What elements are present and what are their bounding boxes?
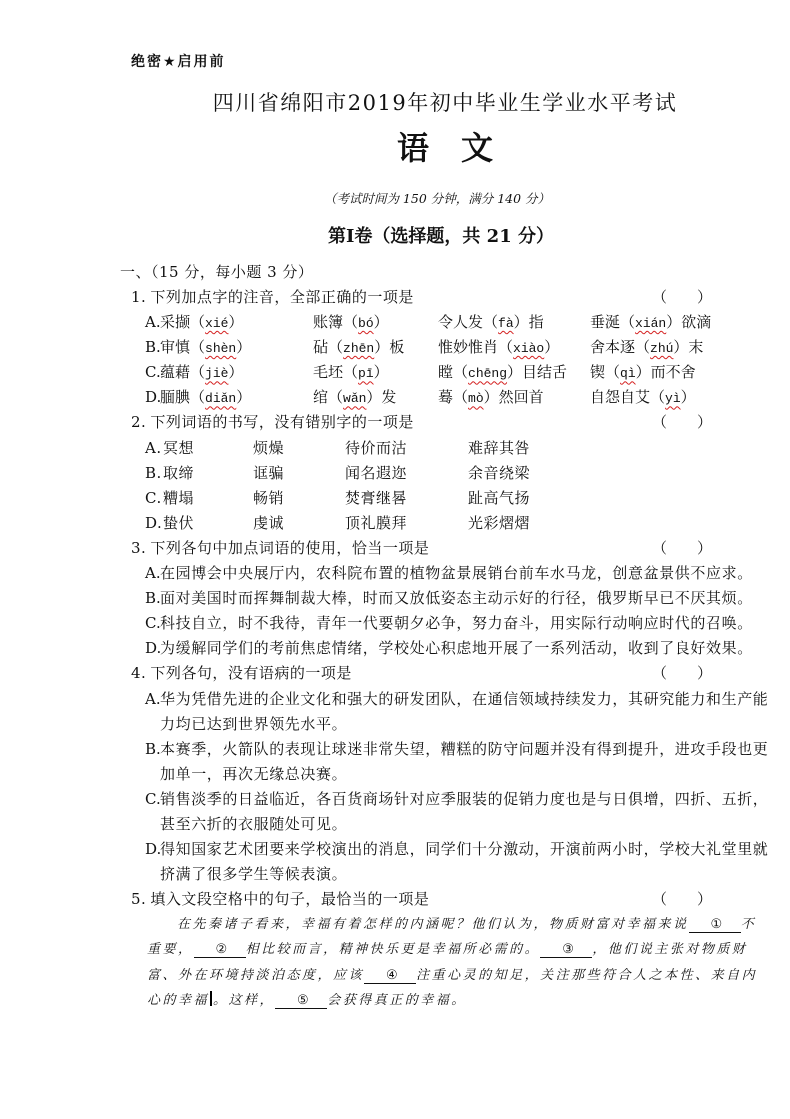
option-word: 糟塌 (163, 488, 195, 507)
item-text: 蓦（ (438, 388, 469, 407)
pinyin: shèn (205, 341, 237, 357)
passage-text: 不重要， (147, 917, 757, 958)
option-label: C. (145, 789, 161, 808)
item-text: ） (373, 363, 389, 382)
q4-option-d (120, 837, 770, 887)
question-text: 下列词语的书写，没有错别字的一项是 (150, 413, 414, 432)
exam-info: （考试时间为 150 分钟，满分 140 分） (323, 191, 551, 206)
item-text: 惟妙惟肖（ (438, 338, 514, 357)
fill-blank-2: ② (194, 942, 246, 958)
item-text: 账簿（ (313, 313, 359, 332)
option-text: 科技自立，时不我待，青年一代要朝夕必争，努力奋斗，用实际行动响应时代的召唤。 (160, 614, 753, 633)
question-number: 4. (131, 664, 147, 683)
pinyin: bó (358, 316, 374, 332)
item-text: 绾（ (313, 388, 344, 407)
fill-blank-4: ④ (364, 968, 416, 984)
pinyin: xián (635, 316, 667, 332)
option-word: 光彩熠熠 (468, 513, 531, 532)
q1-option-c (120, 360, 770, 385)
option-item (590, 310, 770, 336)
question-number: 1. (131, 288, 147, 306)
pinyin: diǎn (205, 391, 237, 407)
question-number: 3. (131, 538, 147, 557)
fill-blank-3: ③ (540, 942, 592, 958)
passage-text: 。这样， (213, 992, 276, 1008)
option-item (160, 385, 313, 411)
exam-title: 四川省绵阳市2019年初中毕业生学业水平考试 (212, 91, 678, 115)
question-text: 填入文段空格中的句子，最恰当的一项是 (150, 890, 430, 909)
confidential-label: 绝密★启用前 (131, 54, 226, 70)
option-text: 销售淡季的日益临近，各百货商场针对应季服装的促销力度也是与日俱增，四折、五折，甚至六折的衣服随处可见。 (160, 789, 769, 833)
q2-option-a (120, 436, 770, 461)
option-item (438, 360, 590, 386)
question-5-stem (120, 887, 770, 912)
item-text: ）然回首 (483, 388, 544, 407)
option-word: 烦燥 (253, 438, 285, 457)
option-word: 焚膏继晷 (345, 488, 408, 507)
fill-blank-1: ① (689, 917, 741, 933)
item-text: 腼腆（ (160, 388, 206, 407)
passage-text: 注重心灵的知足，关注那些符合人之本性、来自内心的幸福 (147, 967, 758, 1008)
answer-blank: （ ） (652, 890, 713, 909)
q4-option-c (120, 787, 770, 837)
option-word: 诓骗 (253, 463, 285, 482)
option-label: D. (145, 840, 162, 859)
item-text: ） (373, 313, 389, 332)
passage-text: 相比较而言，精神快乐更是幸福所必需的。 (245, 942, 541, 958)
option-word: 余音绕梁 (468, 463, 531, 482)
question-3-stem (120, 536, 770, 561)
question-text: 下列各句中加点词语的使用，恰当一项是 (150, 538, 430, 557)
answer-blank: （ ） (652, 664, 713, 683)
pinyin: pī (358, 366, 374, 382)
item-text: 垂涎（ (590, 313, 636, 332)
pinyin: fà (498, 316, 514, 332)
question-2-stem (120, 410, 770, 435)
item-text: ）指 (513, 313, 544, 332)
option-label: C. (145, 363, 161, 382)
option-text: 在园博会中央展厅内，农科院布置的植物盆景展销台前车水马龙，创意盆景供不应求。 (160, 564, 753, 583)
option-label: B. (145, 589, 161, 608)
option-item (313, 385, 438, 411)
option-item (438, 335, 590, 361)
answer-blank: （ ） (652, 413, 713, 432)
item-text: 令人发（ (438, 313, 499, 332)
option-word: 蛰伏 (163, 513, 195, 532)
option-label: A. (145, 313, 161, 332)
option-item (160, 360, 313, 386)
option-label: A. (145, 564, 161, 583)
q2-option-c (120, 486, 770, 511)
item-text: 自怨自艾（ (590, 388, 666, 407)
q5-passage (120, 912, 770, 1012)
item-text: ）末 (673, 338, 704, 357)
option-label: D. (145, 388, 162, 407)
option-label: B. (145, 338, 161, 357)
item-text: ） (236, 338, 252, 357)
pinyin: chēng (468, 366, 508, 382)
q1-option-d (120, 385, 770, 410)
pinyin: qì (620, 366, 636, 382)
option-word: 畅销 (253, 488, 285, 507)
item-text: 审慎（ (160, 338, 206, 357)
option-label: B. (145, 739, 161, 758)
pinyin: yì (665, 391, 681, 407)
part-title: 第Ⅰ卷（选择题，共 21 分） (327, 226, 554, 247)
option-label: A. (145, 689, 161, 708)
item-text: ） (544, 338, 560, 357)
item-text: 毛坯（ (313, 363, 359, 382)
q2-option-d (120, 511, 770, 536)
passage-text: ，他们说主张对物质财富、外在环境持淡泊态度，应该 (147, 942, 748, 983)
option-text: 本赛季，火箭队的表现让球迷非常失望，糟糕的防守问题并没有得到提升，进攻手段也更加单一，再次无缘总决赛。 (160, 739, 769, 783)
pinyin: xiào (513, 341, 545, 357)
q4-option-a (120, 687, 770, 737)
option-item (590, 360, 770, 386)
pinyin: mò (468, 391, 484, 407)
q3-option-a (120, 561, 770, 586)
pinyin: zhēn (343, 341, 375, 357)
option-item (590, 385, 770, 411)
item-text: ）发 (366, 388, 397, 407)
option-item (160, 335, 313, 361)
option-text: 面对美国时而挥舞制裁大棒，时而又放低姿态主动示好的行径，俄罗斯早已不厌其烦。 (160, 589, 753, 608)
item-text: ）板 (374, 338, 405, 357)
option-item (313, 310, 438, 336)
option-item (590, 335, 770, 361)
item-text: ）而不舍 (635, 363, 696, 382)
item-text: 舍本逐（ (590, 338, 651, 357)
question-text: 下列加点字的注音，全部正确的一项是 (150, 288, 414, 306)
answer-blank: （ ） (652, 538, 713, 557)
option-word: 顶礼膜拜 (345, 513, 408, 532)
option-label: C. (145, 614, 161, 633)
q1-option-b (120, 335, 770, 360)
option-word: 取缔 (163, 463, 195, 482)
passage-text: 会获得真正的幸福。 (327, 992, 467, 1008)
question-1-stem (120, 285, 770, 310)
option-item (438, 310, 590, 336)
q3-option-d (120, 636, 770, 661)
item-text: ） (236, 388, 252, 407)
item-text: 锲（ (590, 363, 621, 382)
pinyin: wǎn (343, 391, 367, 407)
option-label: C. (145, 488, 162, 507)
question-list (120, 285, 770, 1013)
item-text: ） (228, 363, 244, 382)
option-item (313, 360, 438, 386)
option-item (160, 310, 313, 336)
option-word: 趾高气扬 (468, 488, 531, 507)
section-title: 一、（15 分，每小题 3 分） (120, 263, 314, 281)
option-text: 得知国家艺术团要来学校演出的消息，同学们十分激动，开演前两小时，学校大礼堂里就挤满了很多学生等候表演。 (160, 840, 769, 884)
question-number: 2. (131, 413, 147, 432)
q3-option-c (120, 611, 770, 636)
option-item (313, 335, 438, 361)
text-cursor (210, 991, 212, 1006)
item-text: 瞠（ (438, 363, 469, 382)
item-text: ）目结舌 (507, 363, 568, 382)
pinyin: jiè (205, 366, 229, 382)
pinyin: xié (205, 316, 229, 332)
question-number: 5. (131, 890, 147, 909)
option-word: 闻名遐迩 (345, 463, 408, 482)
subject-title: 语 文 (396, 129, 493, 167)
q4-option-b (120, 737, 770, 787)
option-label: D. (145, 639, 162, 658)
option-word: 虔诚 (253, 513, 285, 532)
item-text: 砧（ (313, 338, 344, 357)
option-text: 华为凭借先进的企业文化和强大的研发团队，在通信领域持续发力，其研究能力和生产能力均已达到世界领先水平。 (160, 689, 769, 733)
question-4-stem (120, 661, 770, 686)
passage-text: 在先秦诸子看来，幸福有着怎样的内涵呢？他们认为，物质财富对幸福来说 (177, 917, 689, 933)
fill-blank-5: ⑤ (275, 993, 327, 1009)
question-text: 下列各句，没有语病的一项是 (150, 664, 352, 683)
pinyin: zhú (650, 341, 674, 357)
option-word: 难辞其咎 (468, 438, 531, 457)
option-label: A. (145, 438, 162, 457)
q3-option-b (120, 586, 770, 611)
option-label: D. (145, 513, 163, 532)
option-word: 冥想 (163, 438, 195, 457)
item-text: 采撷（ (160, 313, 206, 332)
item-text: ） (680, 388, 696, 407)
option-word: 待价而沽 (345, 438, 408, 457)
option-label: B. (145, 463, 162, 482)
item-text: ）欲滴 (666, 313, 712, 332)
answer-blank: （ ） (652, 288, 713, 306)
item-text: ） (228, 313, 244, 332)
q1-option-a (120, 310, 770, 335)
item-text: 蕴藉（ (160, 363, 206, 382)
option-item (438, 385, 590, 411)
option-text: 为缓解同学们的考前焦虑情绪，学校处心积虑地开展了一系列活动，收到了良好效果。 (160, 639, 753, 658)
q2-option-b (120, 461, 770, 486)
